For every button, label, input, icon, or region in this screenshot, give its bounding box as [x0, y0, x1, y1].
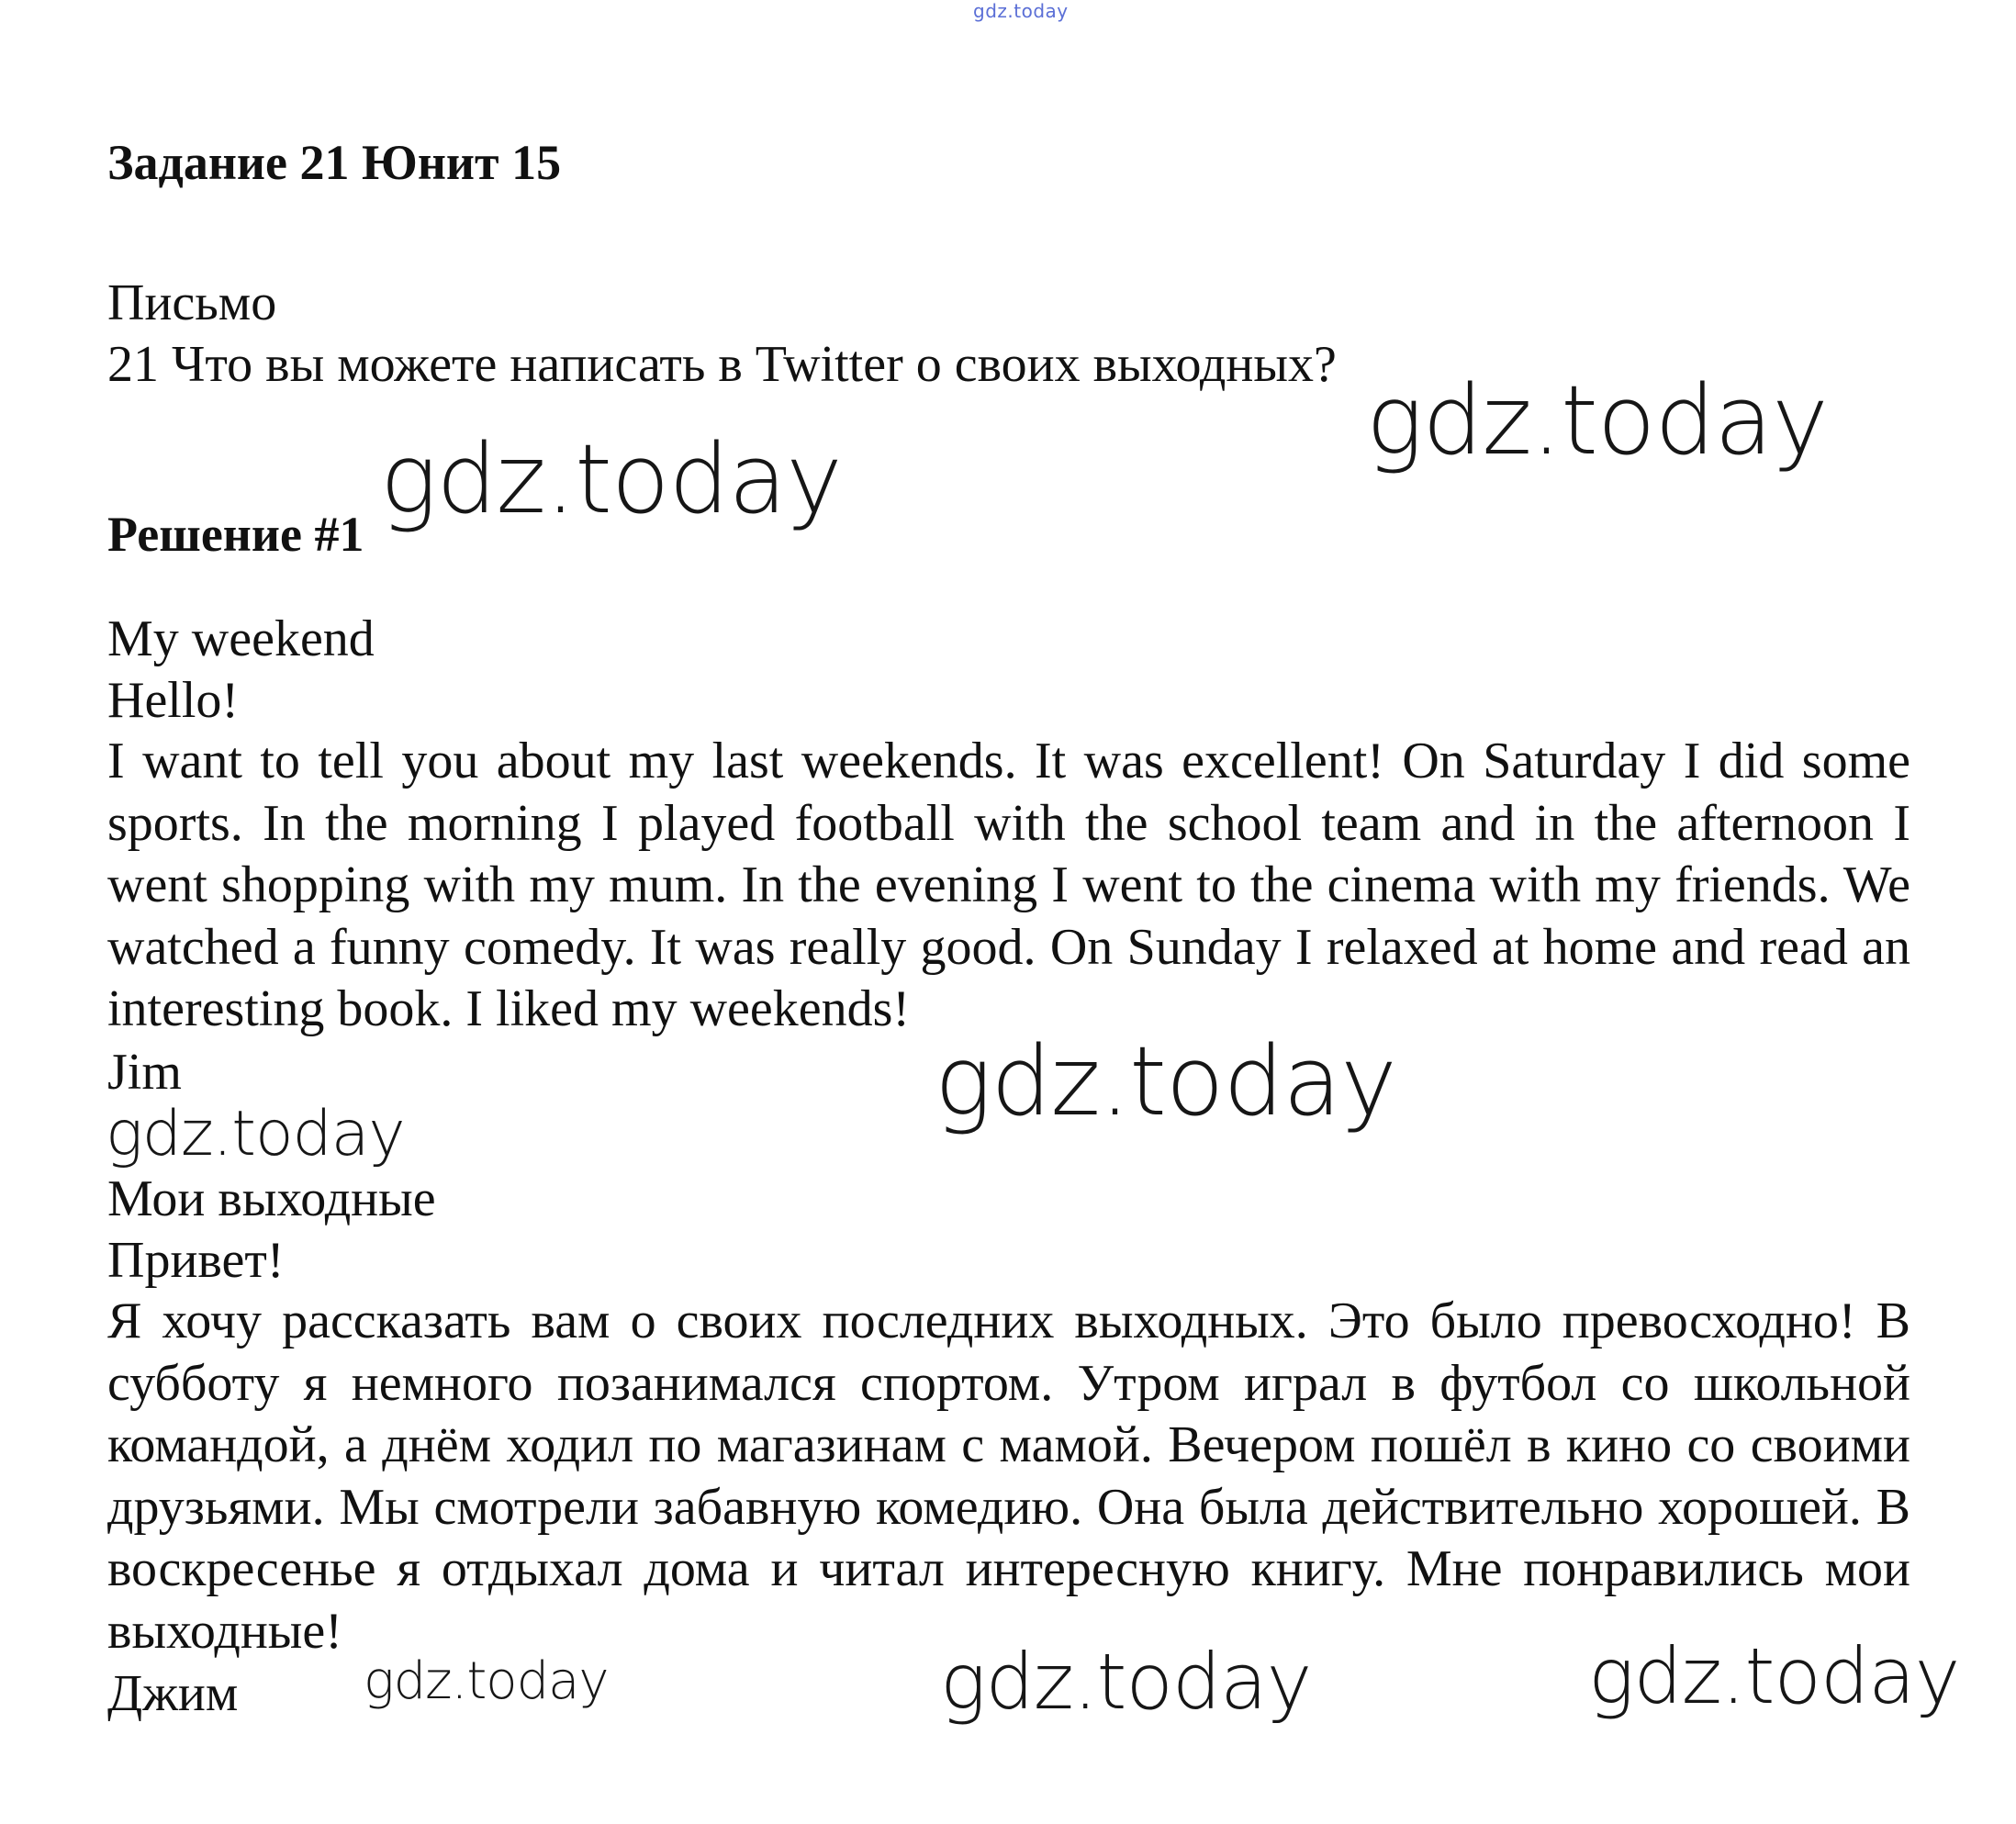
russian-title: Мои выходные — [107, 1170, 436, 1227]
watermark: gdz.today — [1366, 364, 1828, 476]
english-title: My weekend — [107, 610, 375, 667]
watermark: gdz.today — [940, 1637, 1312, 1727]
watermark: gdz.today — [364, 1651, 609, 1711]
watermark: gdz.today — [106, 1098, 405, 1170]
top-watermark: gdz.today — [973, 0, 1069, 22]
russian-body: Я хочу рассказать вам о своих последних выходных. Это было превосходно! В субботу я немного позанимался спортом. Утром играл в футбол со школьной командой, а днём ходил по магазинам с мамой. Вечером пошёл в кино со своими друзьями. Мы смотрели забавную комедию. Она была действительно хорошей. В воскресенье я отдыхал дома и читал интересную книгу. Мне понравились мои выходные! — [107, 1292, 1910, 1660]
watermark: gdz.today — [1588, 1631, 1960, 1721]
english-greeting: Hello! — [107, 672, 240, 729]
english-body: I want to tell you about my last weekends. It was excellent! On Saturday I did some sports. In the morning I played football with the school team and in the afternoon I went shopping with my mum. In the evening I went to the cinema with my friends. We watched a funny comedy. It was really good. On Sunday I relaxed at home and read an interesting book. I liked my weekends! — [107, 733, 1910, 1037]
russian-greeting: Привет! — [107, 1232, 285, 1289]
section-label: Письмо — [107, 274, 277, 331]
task-heading: Задание 21 Юнит 15 — [107, 135, 562, 190]
english-signature: Jim — [107, 1044, 182, 1101]
task-question: 21 Что вы можете написать в Twitter о своих выходных? — [107, 336, 1337, 393]
watermark: gdz.today — [935, 1025, 1396, 1137]
watermark: gdz.today — [380, 423, 842, 535]
solution-label: Решение #1 — [107, 507, 364, 562]
russian-signature: Джим — [107, 1665, 239, 1722]
